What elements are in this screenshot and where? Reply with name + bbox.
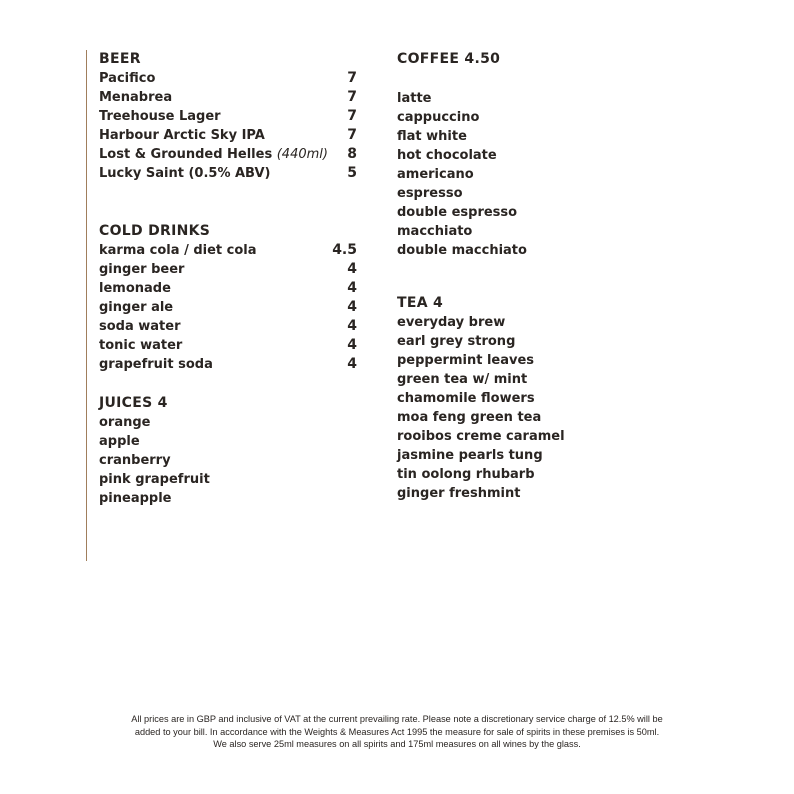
beer-item [99,145,357,164]
beer-item-name: Harbour Arctic Sky IPA [99,128,265,143]
beer-item [99,107,357,126]
tea-item: green tea w/ mint [397,372,528,387]
beer-heading: BEER [99,51,141,67]
beer-item-price: 5 [347,165,357,181]
coffee-item: cappuccino [397,110,480,125]
left-margin-rule [86,50,87,561]
cold-drink-name: soda water [99,319,181,334]
cold-drink-name: ginger beer [99,262,185,277]
cold-drink-item [99,241,357,260]
beer-item-note: (440ml) [276,147,328,162]
juice-item: apple [99,434,140,449]
footer-line: added to your bill. In accordance with the Weights & Measures Act 1995 the measure for sale of spirits in these premises is 50ml. [134,726,660,737]
beer-item [99,88,357,107]
tea-item: tin oolong rhubarb [397,467,535,482]
coffee-item: double macchiato [397,243,527,258]
juice-item: pink grapefruit [99,472,210,487]
cold-drink-price: 4.5 [332,242,357,258]
beer-section [99,50,357,183]
tea-heading: TEA 4 [397,295,444,311]
tea-section [397,294,657,503]
tea-item: moa feng green tea [397,410,542,425]
tea-item: jasmine pearls tung [397,448,543,463]
tea-item: earl grey strong [397,334,516,349]
coffee-item: flat white [397,129,467,144]
cold-drink-name: ginger ale [99,300,174,315]
coffee-item: espresso [397,186,463,201]
cold-drink-item [99,336,357,355]
cold-drink-item [99,355,357,374]
footer-line: All prices are in GBP and inclusive of VAT at the current prevailing rate. Please note a discretionary service charge of 12.5% will be [131,714,663,724]
beer-item-price: 7 [347,70,357,86]
beer-item [99,164,357,183]
beer-item-name: Pacifico [99,71,156,86]
cold-drink-price: 4 [347,261,357,277]
footer-line: We also serve 25ml measures on all spirits and 175ml measures on all wines by the glass. [213,739,581,749]
juices-section [99,394,357,508]
cold-drink-item [99,298,357,317]
beer-item-price: 7 [347,89,357,105]
juices-heading: JUICES 4 [99,395,168,411]
cold-drink-name: karma cola / diet cola [99,243,257,258]
cold-drink-price: 4 [347,356,357,372]
coffee-item: double espresso [397,205,518,220]
cold-drink-price: 4 [347,299,357,315]
cold-drink-name: tonic water [99,338,183,353]
tea-item: chamomile flowers [397,391,535,406]
cold-drinks-heading: COLD DRINKS [99,223,211,239]
cold-drink-price: 4 [347,337,357,353]
beer-item-name: Menabrea [99,90,173,105]
juice-item: orange [99,415,151,430]
tea-item: rooibos creme caramel [397,429,565,444]
tea-item: everyday brew [397,315,506,330]
beer-item-price: 7 [347,127,357,143]
beer-item [99,69,357,88]
coffee-item: latte [397,91,432,106]
right-column [397,50,657,503]
beer-item-price: 8 [347,146,357,162]
cold-drink-price: 4 [347,318,357,334]
coffee-item: macchiato [397,224,473,239]
cold-drink-item [99,260,357,279]
tea-item: ginger freshmint [397,486,521,501]
cold-drink-price: 4 [347,280,357,296]
juice-item: cranberry [99,453,171,468]
left-column [99,50,357,508]
footer-disclaimer [110,713,684,751]
cold-drink-name: lemonade [99,281,171,296]
cold-drink-item [99,279,357,298]
cold-drink-name: grapefruit soda [99,357,213,372]
tea-item: peppermint leaves [397,353,535,368]
cold-drinks-section [99,222,357,374]
beer-item-name: Lucky Saint (0.5% ABV) [99,166,271,181]
coffee-section [397,50,657,260]
juice-item: pineapple [99,491,172,506]
coffee-heading: COFFEE 4.50 [397,51,501,67]
beer-item-name: Treehouse Lager [99,109,221,124]
cold-drink-item [99,317,357,336]
beer-item-price: 7 [347,108,357,124]
coffee-item: americano [397,167,474,182]
beer-item [99,126,357,145]
beer-item-name: Lost & Grounded Helles [99,147,273,162]
coffee-item: hot chocolate [397,148,497,163]
